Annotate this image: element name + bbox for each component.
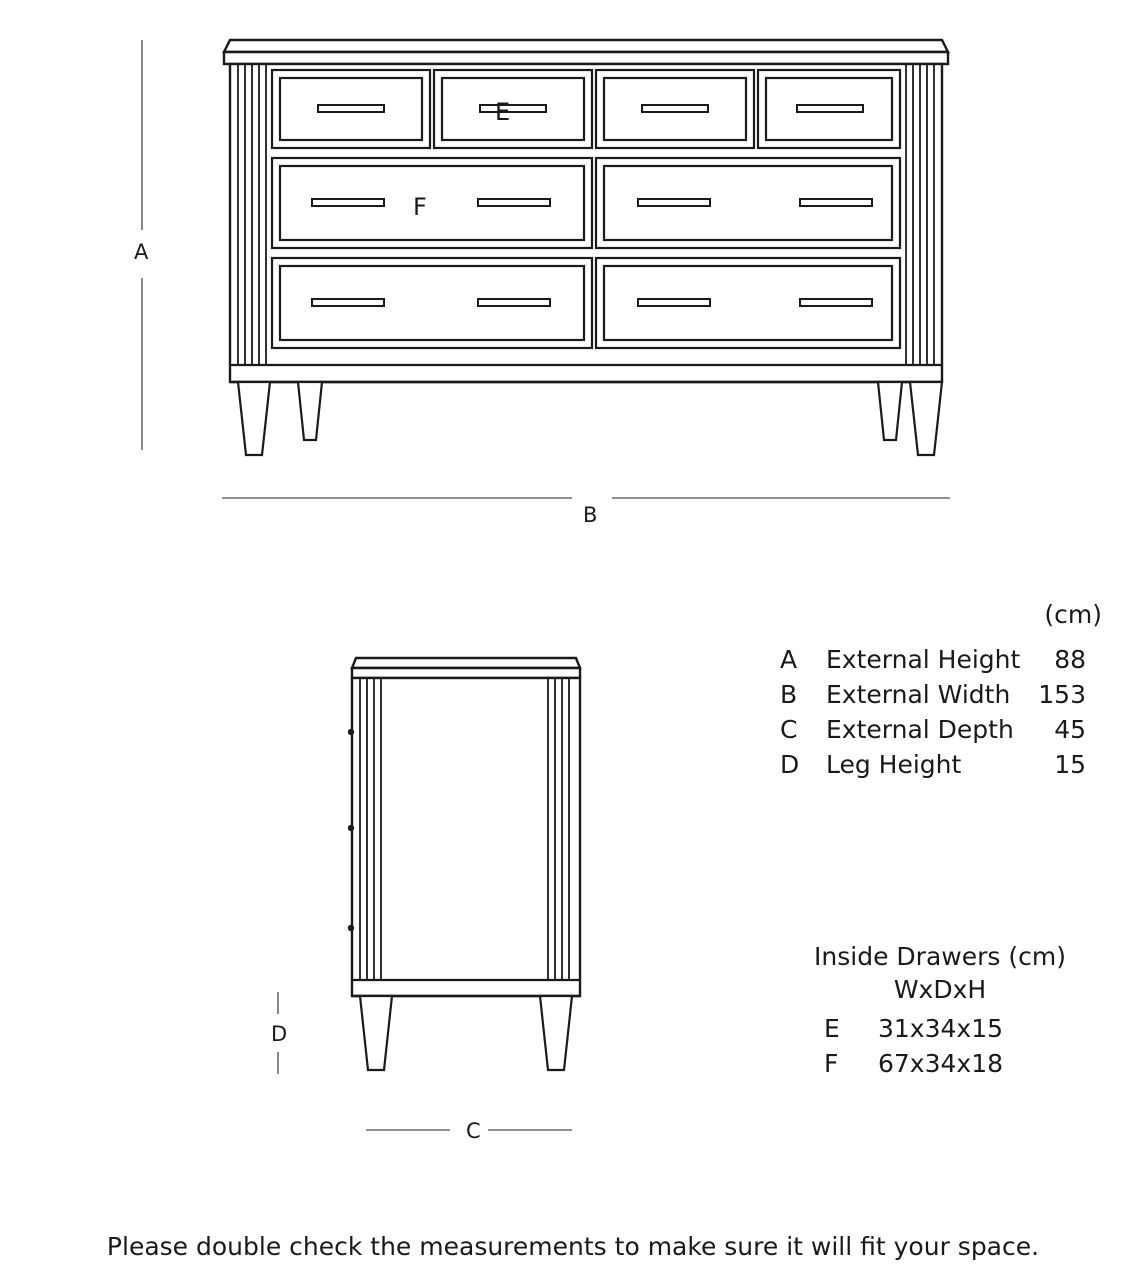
inside-drawers-block [780,940,1100,1082]
specification-block [780,600,1120,783]
spec-desc: Leg Height [826,750,962,779]
spec-desc: External Depth [826,715,1014,744]
specification-table [780,643,1086,783]
front-view-drawing [130,20,970,520]
table-row [780,713,1086,748]
label-drawer-e: E [495,98,511,126]
spec-desc: External Width [826,680,1011,709]
spec-key: D [780,750,800,779]
spec-value: 45 [1054,715,1086,744]
spec-value: 153 [1038,680,1086,709]
spec-value: 88 [1054,645,1086,674]
spec-key: A [780,645,798,674]
table-row [780,748,1086,783]
table-row [824,1047,1003,1082]
inside-drawers-subtitle: WxDxH [893,975,987,1004]
inside-value: 31x34x15 [878,1014,1004,1043]
table-row [780,678,1086,713]
spec-key: B [780,680,798,709]
inside-key: F [824,1049,839,1078]
inside-key: E [824,1014,840,1043]
unit-label: (cm) [1044,600,1102,629]
table-row [824,1012,1003,1047]
spec-desc: External Height [826,645,1021,674]
label-external-width: B [583,503,598,527]
spec-key: C [780,715,798,744]
label-external-height: A [134,240,149,264]
label-external-depth: C [466,1119,481,1143]
table-row [780,643,1086,678]
label-leg-height: D [271,1022,288,1046]
inside-drawers-title: Inside Drawers (cm) [814,942,1066,971]
side-view-drawing [260,640,620,1160]
inside-value: 67x34x18 [878,1049,1004,1078]
footer-note: Please double check the measurements to make sure it will fit your space. [106,1232,1040,1261]
inside-drawers-table [824,1012,1003,1082]
label-drawer-f: F [413,193,427,221]
spec-value: 15 [1054,750,1086,779]
